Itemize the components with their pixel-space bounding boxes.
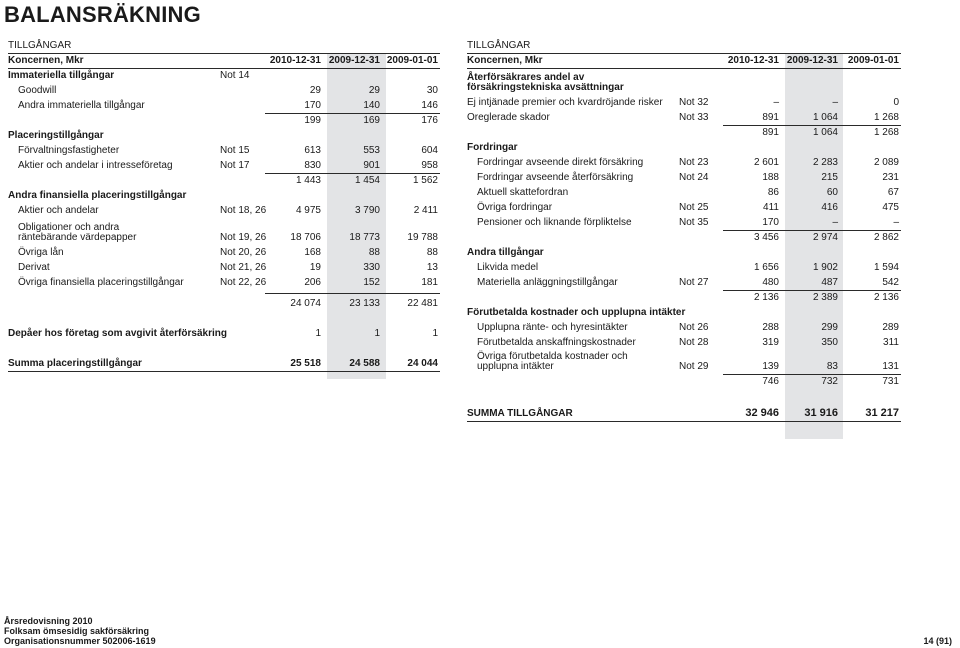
table-row <box>467 110 901 125</box>
row-label: Aktier och andelar <box>18 205 99 216</box>
row-value: 299 <box>821 322 838 333</box>
table-row <box>8 158 440 173</box>
subtotal-row <box>8 173 440 188</box>
row-value: 1 <box>432 328 438 339</box>
row-label: Immateriella tillgångar <box>8 70 115 81</box>
row-value: 3 790 <box>354 205 380 216</box>
row-value: – <box>773 97 779 108</box>
row-label: SUMMA TILLGÅNGAR <box>467 408 573 419</box>
section-title: TILLGÅNGAR <box>8 40 72 51</box>
row-value: 4 975 <box>295 205 321 216</box>
row-label: Goodwill <box>18 85 57 96</box>
subtotal-row <box>467 125 901 140</box>
rule <box>8 371 440 372</box>
row-value: 480 <box>762 277 779 288</box>
table-row <box>467 185 901 200</box>
total-row <box>8 356 440 371</box>
row-label: Depåer hos företag som avgivit återförsäkring <box>8 328 227 339</box>
row-value: 288 <box>762 322 779 333</box>
section-row <box>467 140 901 155</box>
rule <box>723 125 901 126</box>
section-row <box>8 128 440 143</box>
row-value: 2 974 <box>812 232 838 243</box>
subtotal-row <box>467 230 901 245</box>
row-value: 732 <box>821 376 838 387</box>
row-value: 1 594 <box>873 262 899 273</box>
row-label: Återförsäkrares andel av försäkringstekniska avsättningar <box>467 72 624 93</box>
row-value: 32 946 <box>745 407 779 419</box>
row-label: Andra tillgångar <box>467 247 544 258</box>
row-value: 169 <box>363 115 380 126</box>
row-note: Not 15 <box>220 145 250 156</box>
row-value: 1 454 <box>354 175 380 186</box>
header-label: Koncernen, Mkr <box>467 55 543 66</box>
row-value: 350 <box>821 337 838 348</box>
row-label: Förvaltningsfastigheter <box>18 145 120 156</box>
header-row <box>8 53 440 68</box>
row-value: 152 <box>363 277 380 288</box>
footer-report: Årsredovisning 2010 <box>4 616 93 626</box>
row-value: 411 <box>763 202 779 213</box>
row-note: Not 27 <box>679 277 709 288</box>
row-note: Not 29 <box>679 361 709 372</box>
spacer <box>8 341 440 356</box>
row-value: 146 <box>421 100 438 111</box>
row-value: 170 <box>304 100 321 111</box>
row-value: 553 <box>363 145 380 156</box>
table-row <box>8 143 440 158</box>
row-value: – <box>832 217 838 228</box>
row-note: Not 35 <box>679 217 709 228</box>
row-label: Andra immateriella tillgångar <box>18 100 145 111</box>
header-col3: 2009-01-01 <box>847 55 899 66</box>
row-note: Not 17 <box>220 160 250 171</box>
row-note: Not 20, 26 <box>220 247 267 258</box>
row-label: Likvida medel <box>477 262 539 273</box>
row-value: 206 <box>304 277 321 288</box>
header-col1: 2010-12-31 <box>727 55 779 66</box>
section-row <box>8 188 440 203</box>
table-row <box>8 83 440 98</box>
table-row <box>8 260 440 275</box>
row-value: 891 <box>762 127 779 138</box>
row-value: 1 <box>315 328 321 339</box>
row-value: 1 <box>374 328 380 339</box>
row-note: Not 26 <box>679 322 709 333</box>
section-title-row <box>467 38 901 53</box>
row-value: 1 268 <box>873 127 899 138</box>
row-value: 2 136 <box>873 292 899 303</box>
row-value: 170 <box>762 217 779 228</box>
row-label: Andra finansiella placeringstillgångar <box>8 190 187 201</box>
row-label: Övriga förutbetalda kostnader och upplupna intäkter <box>477 351 628 372</box>
row-value: 891 <box>762 112 779 123</box>
row-value: 289 <box>882 322 899 333</box>
row-value: 86 <box>767 187 779 198</box>
row-value: 731 <box>882 376 899 387</box>
table-row <box>467 95 901 110</box>
row-value: 176 <box>421 115 438 126</box>
row-value: 2 862 <box>873 232 899 243</box>
row-value: 30 <box>426 85 438 96</box>
row-value: – <box>893 217 899 228</box>
rule <box>265 173 440 174</box>
row-value: 1 443 <box>295 175 321 186</box>
rule <box>265 293 440 294</box>
table-row <box>467 275 901 290</box>
row-value: 60 <box>826 187 838 198</box>
row-note: Not 28 <box>679 337 709 348</box>
row-value: 2 136 <box>753 292 779 303</box>
table-row <box>467 170 901 185</box>
row-value: 330 <box>363 262 380 273</box>
rule <box>723 230 901 231</box>
section-row <box>467 68 901 95</box>
row-label: Pensioner och liknande förpliktelse <box>477 217 632 228</box>
row-label: Aktier och andelar i intresseföretag <box>18 160 173 171</box>
row-label: Ej intjänade premier och kvardröjande risker <box>467 97 663 108</box>
row-value: 168 <box>304 247 321 258</box>
row-value: 139 <box>762 361 779 372</box>
row-value: 215 <box>821 172 838 183</box>
row-value: 88 <box>426 247 438 258</box>
row-value: 542 <box>882 277 899 288</box>
subtotal-row <box>8 296 440 311</box>
rule <box>265 113 440 114</box>
subtotal-row <box>467 374 901 389</box>
row-label: Upplupna ränte- och hyresintäkter <box>477 322 628 333</box>
row-note: Not 32 <box>679 97 709 108</box>
row-label: Övriga finansiella placeringstillgångar <box>18 277 184 288</box>
table-row <box>467 200 901 215</box>
header-col3: 2009-01-01 <box>386 55 438 66</box>
row-value: 604 <box>421 145 438 156</box>
header-col2: 2009-12-31 <box>786 55 838 66</box>
table-row <box>467 155 901 170</box>
row-note: Not 22, 26 <box>220 277 267 288</box>
header-row <box>467 53 901 68</box>
rule <box>467 421 901 422</box>
row-value: 18 706 <box>290 232 321 243</box>
page-title: BALANSRÄKNING <box>4 2 201 27</box>
row-value: 24 074 <box>290 298 321 309</box>
section-row <box>467 245 901 260</box>
row-value: 475 <box>882 202 899 213</box>
row-value: 18 773 <box>349 232 380 243</box>
section-title: TILLGÅNGAR <box>467 40 531 51</box>
subtotal-row <box>467 290 901 305</box>
table-row <box>8 275 440 290</box>
row-note: Not 19, 26 <box>220 232 267 243</box>
row-label: Förutbetalda kostnader och upplupna intäkter <box>467 307 686 318</box>
row-value: 188 <box>762 172 779 183</box>
row-value: 23 133 <box>349 298 380 309</box>
row-note: Not 18, 26 <box>220 205 267 216</box>
row-note: Not 25 <box>679 202 709 213</box>
row-label: Derivat <box>18 262 50 273</box>
table-row <box>8 326 440 341</box>
table-row <box>8 245 440 260</box>
row-value: 231 <box>882 172 899 183</box>
row-value: 319 <box>762 337 779 348</box>
table-row <box>467 320 901 335</box>
table-row <box>8 218 440 245</box>
row-value: 29 <box>368 85 380 96</box>
row-value: – <box>832 97 838 108</box>
footer-company: Folksam ömsesidig sakförsäkring <box>4 626 150 636</box>
row-note: Not 21, 26 <box>220 262 267 273</box>
row-value: 31 217 <box>865 407 899 419</box>
row-note: Not 14 <box>220 70 250 81</box>
row-value: 746 <box>762 376 779 387</box>
row-label: Materiella anläggningstillgångar <box>477 277 618 288</box>
row-label: Förutbetalda anskaffningskostnader <box>477 337 636 348</box>
header-col1: 2010-12-31 <box>269 55 321 66</box>
section-row <box>467 305 901 320</box>
row-label: Summa placeringstillgångar <box>8 358 142 369</box>
row-value: 613 <box>304 145 321 156</box>
row-value: 2 283 <box>812 157 838 168</box>
row-value: 830 <box>304 160 321 171</box>
row-value: 88 <box>368 247 380 258</box>
row-value: 901 <box>363 160 380 171</box>
footer-org-number: Organisationsnummer 502006-1619 <box>4 636 156 646</box>
table-row <box>467 350 901 374</box>
right-balance-table <box>467 38 901 421</box>
spacer <box>467 389 901 404</box>
row-value: 1 562 <box>412 175 438 186</box>
header-col2: 2009-12-31 <box>328 55 380 66</box>
row-note: Not 23 <box>679 157 709 168</box>
row-value: 2 601 <box>753 157 779 168</box>
row-value: 181 <box>421 277 438 288</box>
subtotal-row <box>8 113 440 128</box>
row-value: 2 089 <box>873 157 899 168</box>
row-value: 0 <box>893 97 899 108</box>
row-label: Fordringar avseende direkt försäkring <box>477 157 644 168</box>
row-value: 1 902 <box>812 262 838 273</box>
row-label: Oreglerade skador <box>467 112 550 123</box>
total-row <box>467 404 901 421</box>
rule <box>723 374 901 375</box>
row-value: 958 <box>421 160 438 171</box>
row-value: 22 481 <box>407 298 438 309</box>
table-row <box>467 215 901 230</box>
row-label: Aktuell skattefordran <box>477 187 569 198</box>
left-balance-table <box>8 38 440 371</box>
row-value: 31 916 <box>804 407 838 419</box>
row-value: 19 788 <box>407 232 438 243</box>
row-value: 19 <box>309 262 321 273</box>
row-value: 199 <box>304 115 321 126</box>
row-value: 2 389 <box>812 292 838 303</box>
row-value: 416 <box>821 202 838 213</box>
row-value: 1 064 <box>812 112 838 123</box>
row-value: 3 456 <box>753 232 779 243</box>
row-value: 487 <box>821 277 838 288</box>
section-title-row <box>8 38 440 53</box>
row-value: 83 <box>826 361 838 372</box>
row-value: 311 <box>883 337 899 348</box>
row-note: Not 24 <box>679 172 709 183</box>
header-label: Koncernen, Mkr <box>8 55 84 66</box>
row-label: Obligationer och andra räntebärande värdepapper <box>18 222 137 243</box>
rule <box>723 290 901 291</box>
page-number: 14 (91) <box>923 636 952 646</box>
row-note: Not 33 <box>679 112 709 123</box>
row-value: 1 656 <box>753 262 779 273</box>
row-value: 13 <box>426 262 438 273</box>
row-value: 29 <box>309 85 321 96</box>
table-row <box>8 68 440 83</box>
row-value: 140 <box>363 100 380 111</box>
row-value: 25 518 <box>290 358 321 369</box>
row-label: Fordringar avseende återförsäkring <box>477 172 634 183</box>
row-label: Placeringstillgångar <box>8 130 104 141</box>
table-row <box>467 335 901 350</box>
row-value: 131 <box>882 361 899 372</box>
row-value: 2 411 <box>413 205 438 216</box>
footer <box>4 616 156 646</box>
table-row <box>467 260 901 275</box>
spacer <box>8 311 440 326</box>
row-label: Övriga fordringar <box>477 202 553 213</box>
row-value: 1 064 <box>812 127 838 138</box>
row-value: 24 588 <box>349 358 380 369</box>
row-label: Övriga lån <box>18 247 64 258</box>
row-value: 24 044 <box>407 358 438 369</box>
row-value: 1 268 <box>873 112 899 123</box>
table-row <box>8 203 440 218</box>
row-label: Fordringar <box>467 142 518 153</box>
row-value: 67 <box>887 187 899 198</box>
table-row <box>8 98 440 113</box>
